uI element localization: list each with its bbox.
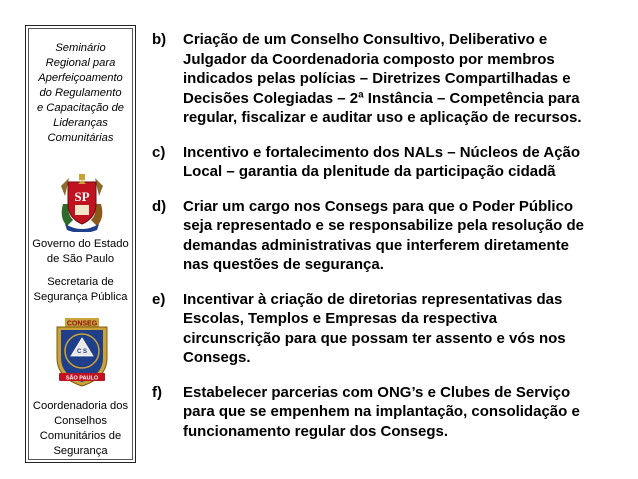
list-item-marker: c) bbox=[152, 143, 166, 161]
list-item-line: para que se empenhem na implantação, consolidação e bbox=[183, 403, 580, 420]
list-item-marker: e) bbox=[152, 290, 166, 308]
list-item-line: Incentivar à criação de diretorias representativas das bbox=[183, 290, 563, 308]
secretaria-label-line: Segurança Pública bbox=[33, 291, 128, 303]
coordenadoria-label bbox=[26, 399, 135, 459]
sao-paulo-coat-of-arms-icon bbox=[57, 174, 107, 232]
consegs-shield-icon bbox=[53, 318, 111, 388]
list-item bbox=[152, 383, 622, 442]
list-item-line: Criação de um Conselho Consultivo, Deliberativo e bbox=[183, 31, 548, 48]
list-item bbox=[152, 197, 622, 275]
sidebar-panel bbox=[25, 25, 136, 463]
seminar-title-line: Regional para bbox=[45, 57, 116, 69]
seminar-title-line: e Capacitação de bbox=[36, 102, 125, 114]
list-item-line: regular, fiscalizar e auditar uso e aplicação de recursos. bbox=[183, 109, 582, 126]
government-label bbox=[26, 237, 135, 267]
proposal-list bbox=[152, 30, 622, 456]
list-item-line: seja representado e se responsabilize pela resolução de bbox=[183, 217, 585, 234]
list-item-line: Consegs. bbox=[183, 349, 251, 366]
coordenadoria-label-line: Segurança bbox=[53, 445, 108, 457]
list-item-line: Estabelecer parcerias com ONG’s e Clubes de Serviço bbox=[183, 383, 571, 401]
consegs-center-text: C S bbox=[76, 349, 88, 355]
government-label-line: Governo do Estado bbox=[32, 238, 129, 250]
coordenadoria-label-line: Comunitários de bbox=[39, 430, 122, 442]
list-item-marker: d) bbox=[152, 197, 167, 215]
list-item-line: funcionamento regular dos Consegs. bbox=[183, 422, 449, 440]
seminar-title-line: Aperfeiçoamento bbox=[38, 72, 123, 84]
list-item-line: Local – garantia da plenitude da participação cidadã bbox=[183, 163, 556, 180]
list-item-line: circunscrição para que possam ter assento e vós nos bbox=[183, 329, 566, 347]
list-item-line: Decisões Colegiadas – 2ª Instância – Competência para bbox=[183, 89, 580, 107]
seminar-title-line: Comunitárias bbox=[47, 132, 114, 144]
seminar-title bbox=[26, 41, 135, 146]
list-item bbox=[152, 143, 622, 182]
secretaria-label-line: Secretaria de bbox=[47, 276, 114, 288]
list-item-line: Incentivo e fortalecimento dos NALs – Núcleos de Ação bbox=[183, 143, 581, 161]
list-item-line: Escolas, Templos e Empresas da respectiva bbox=[183, 310, 498, 327]
coordenadoria-label-line: Coordenadoria dos bbox=[32, 400, 129, 412]
seminar-title-line: do Regulamento bbox=[39, 87, 122, 99]
list-item-line: demandas administrativas que interferem diretamente bbox=[183, 236, 569, 254]
consegs-top-label: CONSEG bbox=[66, 320, 98, 328]
list-item-marker: b) bbox=[152, 31, 167, 48]
seminar-title-line: Seminário bbox=[55, 42, 106, 54]
list-item-marker: f) bbox=[152, 383, 162, 401]
government-label-line: de São Paulo bbox=[46, 253, 115, 265]
list-item-line: indicados pelas polícias – Diretrizes Compartilhadas e bbox=[183, 70, 571, 87]
secretaria-label bbox=[26, 275, 135, 305]
consegs-banner: SÃO PAULO bbox=[65, 375, 99, 382]
list-item bbox=[152, 30, 622, 128]
list-item bbox=[152, 290, 622, 368]
list-item-line: nas questões de segurança. bbox=[183, 256, 384, 273]
list-item-line: Criar um cargo nos Consegs para que o Poder Público bbox=[183, 197, 574, 215]
sp-seal-letters: SP bbox=[74, 189, 90, 204]
seminar-title-line: Lideranças bbox=[53, 117, 108, 129]
coordenadoria-label-line: Conselhos bbox=[54, 415, 107, 427]
list-item-line: Julgador da Coordenadoria composto por membros bbox=[183, 50, 555, 68]
